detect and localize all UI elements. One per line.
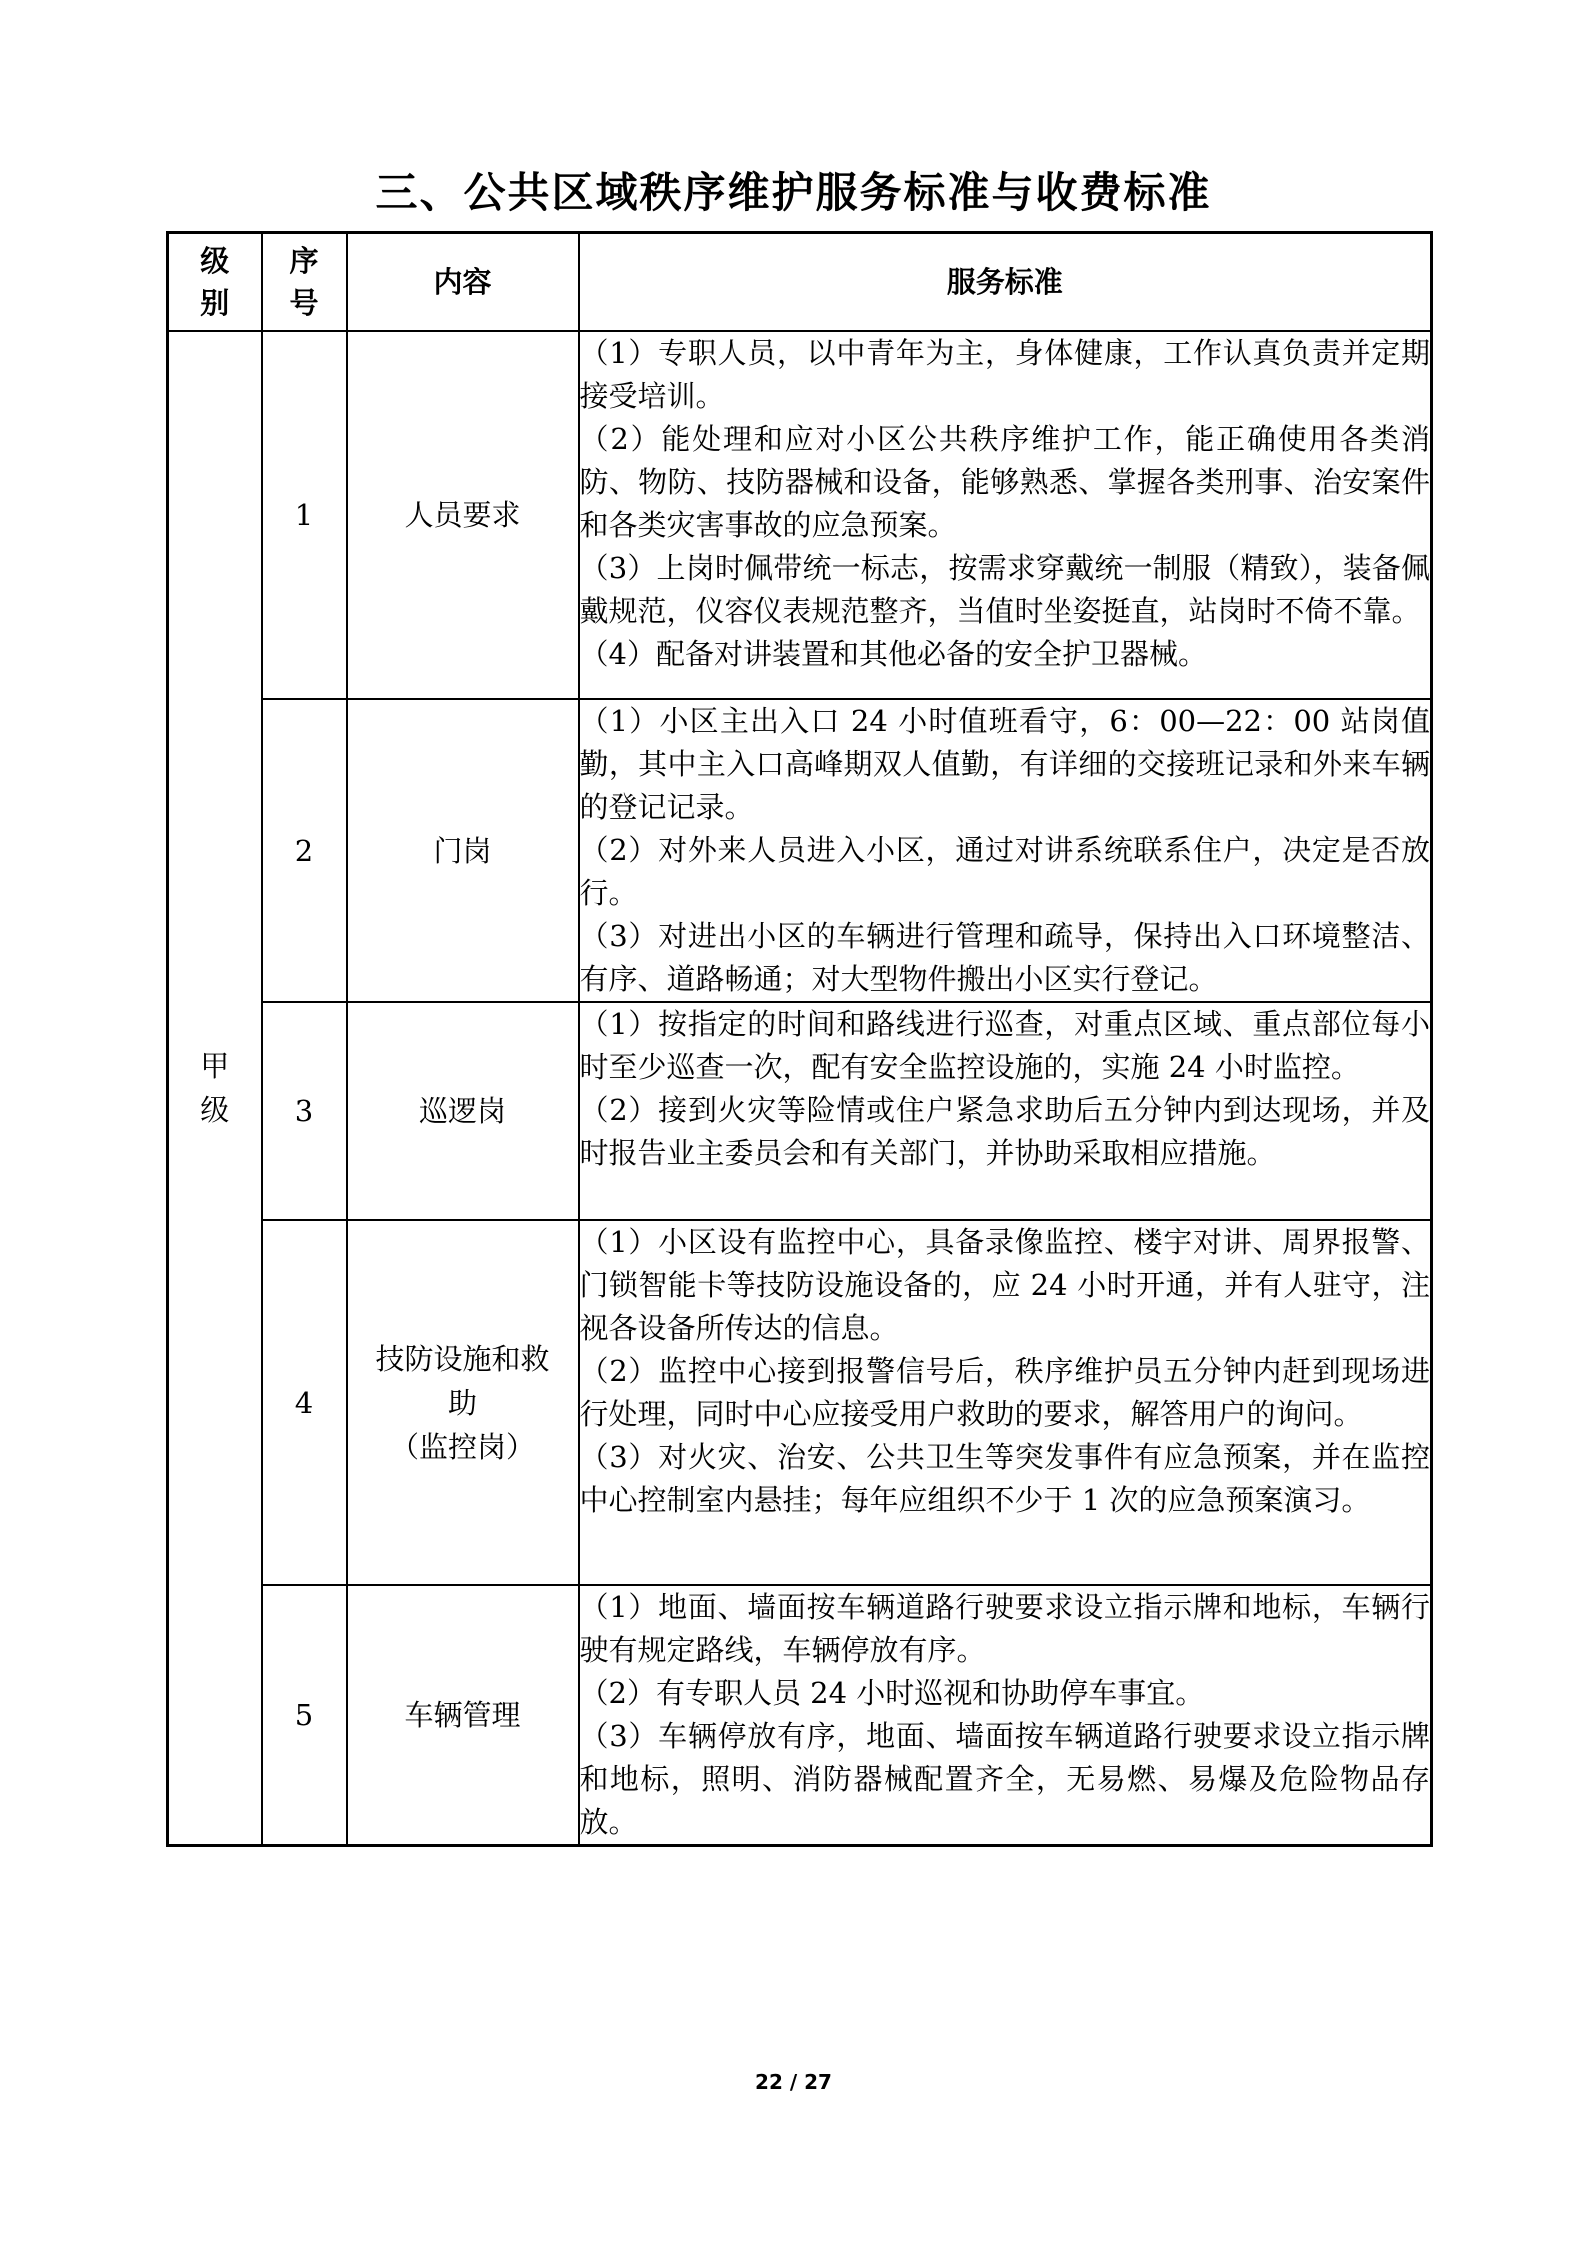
row-standard (579, 1220, 1432, 1585)
row-number: 2 (262, 699, 347, 1002)
standard-item: （3）对火灾、治安、公共卫生等突发事件有应急预案，并在监控中心控制室内悬挂；每年应组织不少于 1 次的应急预案演习。 (579, 1440, 1430, 1517)
standard-item: （4）配备对讲装置和其他必备的安全护卫器械。 (579, 637, 1207, 671)
header-standard: 服务标准 (579, 233, 1432, 332)
row-content (347, 699, 579, 1002)
row-content-line: 技防设施和救 (375, 1341, 550, 1376)
row-standard (579, 1585, 1432, 1846)
row-number: 3 (262, 1002, 347, 1220)
row-number: 5 (262, 1585, 347, 1846)
row-content-line: 助 (447, 1385, 477, 1420)
header-content: 内容 (347, 233, 579, 332)
table-row (168, 1585, 1432, 1846)
level-label-line: 级 (200, 1093, 230, 1127)
row-number: 1 (262, 331, 347, 699)
table-row (168, 699, 1432, 1002)
row-content-line: 门岗 (433, 833, 492, 868)
header-seq-line: 号 (289, 286, 319, 320)
page-number: 22 / 27 (755, 2070, 832, 2094)
standard-item: （2）监控中心接到报警信号后，秩序维护员五分钟内赶到现场进行处理，同时中心应接受用户救助的要求，解答用户的询问。 (579, 1354, 1430, 1431)
standard-item: （3）上岗时佩带统一标志，按需求穿戴统一制服（精致），装备佩戴规范，仪容仪表规范整齐，当值时坐姿挺直，站岗时不倚不靠。 (579, 551, 1430, 628)
standard-item: （1）按指定的时间和路线进行巡查，对重点区域、重点部位每小时至少巡查一次，配有安全监控设施的，实施 24 小时监控。 (579, 1007, 1430, 1084)
header-level-line: 级 (200, 244, 230, 278)
table-row (168, 331, 1432, 699)
row-standard (579, 699, 1432, 1002)
header-seq (262, 233, 347, 332)
service-standard-table (166, 231, 1433, 1847)
standard-item: （3）对进出小区的车辆进行管理和疏导，保持出入口环境整洁、有序、道路畅通；对大型物件搬出小区实行登记。 (579, 919, 1430, 996)
table-header-row (168, 233, 1432, 332)
row-content-line: 人员要求 (404, 498, 521, 532)
header-level-line: 别 (200, 286, 230, 320)
table-row (168, 1220, 1432, 1585)
row-content (347, 1585, 579, 1846)
standard-item: （3）车辆停放有序，地面、墙面按车辆道路行驶要求设立指示牌和地标，照明、消防器械配置齐全，无易燃、易爆及危险物品存放。 (579, 1719, 1430, 1839)
row-content (347, 1220, 579, 1585)
row-number: 4 (262, 1220, 347, 1585)
header-seq-line: 序 (289, 244, 319, 278)
standard-item: （2）有专职人员 24 小时巡视和协助停车事宜。 (579, 1676, 1205, 1710)
row-standard (579, 1002, 1432, 1220)
standard-item: （2）接到火灾等险情或住户紧急求助后五分钟内到达现场，并及时报告业主委员会和有关部门，并协助采取相应措施。 (579, 1093, 1430, 1170)
row-content-line: （监控岗） (389, 1429, 535, 1464)
row-content-line: 车辆管理 (404, 1698, 521, 1732)
row-content (347, 1002, 579, 1220)
standard-item: （2）能处理和应对小区公共秩序维护工作，能正确使用各类消防、物防、技防器械和设备，能够熟悉、掌握各类刑事、治安案件和各类灾害事故的应急预案。 (579, 422, 1430, 542)
standard-item: （1）小区主出入口 24 小时值班看守，6：00—22：00 站岗值勤，其中主入口高峰期双人值勤，有详细的交接班记录和外来车辆的登记记录。 (579, 704, 1430, 824)
header-level (168, 233, 262, 332)
table-row (168, 1002, 1432, 1220)
row-content (347, 331, 579, 699)
standard-item: （1）专职人员，以中青年为主，身体健康，工作认真负责并定期接受培训。 (579, 336, 1430, 413)
standard-item: （2）对外来人员进入小区，通过对讲系统联系住户，决定是否放行。 (579, 833, 1430, 910)
standard-item: （1）小区设有监控中心，具备录像监控、楼宇对讲、周界报警、门锁智能卡等技防设施设备的，应 24 小时开通，并有人驻守，注视各设备所传达的信息。 (579, 1225, 1430, 1345)
standard-item: （1）地面、墙面按车辆道路行驶要求设立指示牌和地标，车辆行驶有规定路线，车辆停放有序。 (579, 1590, 1430, 1667)
page-title: 三、公共区域秩序维护服务标准与收费标准 (375, 168, 1212, 217)
row-standard (579, 331, 1432, 699)
level-cell (168, 331, 262, 1846)
row-content-line: 巡逻岗 (418, 1094, 506, 1128)
level-label-line: 甲 (200, 1049, 230, 1083)
